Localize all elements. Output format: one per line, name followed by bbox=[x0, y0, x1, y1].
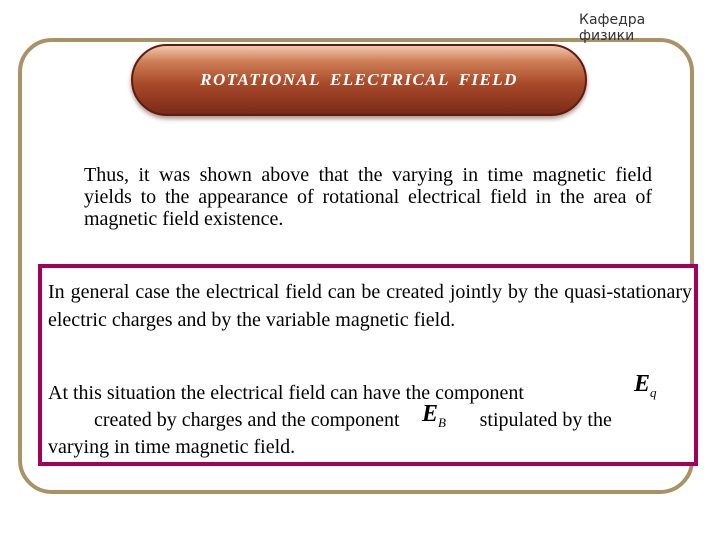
department-label: Кафедра физики bbox=[579, 12, 646, 44]
slide-title: ROTATIONAL ELECTRICAL FIELD bbox=[200, 70, 518, 89]
box-paragraph-2-line-2a: created by charges and the component bbox=[94, 409, 400, 431]
symbol-e-b: $E_B$ bbox=[422, 401, 446, 430]
box-paragraph-2-line-2b: stipulated by the bbox=[479, 409, 612, 431]
box-paragraph-2-line-3: varying in time magnetic field. bbox=[48, 436, 296, 458]
highlight-box bbox=[38, 264, 698, 466]
title-banner bbox=[131, 44, 587, 116]
box-paragraph-2-line-2 bbox=[48, 407, 692, 434]
box-paragraph-2-line-1: At this situation the electrical field can have the component bbox=[48, 382, 524, 404]
box-paragraph-1: In general case the electrical field can be created jointly by the quasi-stationary electric charges and by the variable magnetic field. bbox=[48, 281, 692, 331]
box-paragraph-2 bbox=[48, 380, 692, 461]
intro-paragraph: Thus, it was shown above that the varying in time magnetic field yields to the appearance of rotational electrical field in the area of magnetic field existence. bbox=[84, 164, 652, 230]
symbol-e-q: $E_q$ bbox=[634, 371, 657, 400]
